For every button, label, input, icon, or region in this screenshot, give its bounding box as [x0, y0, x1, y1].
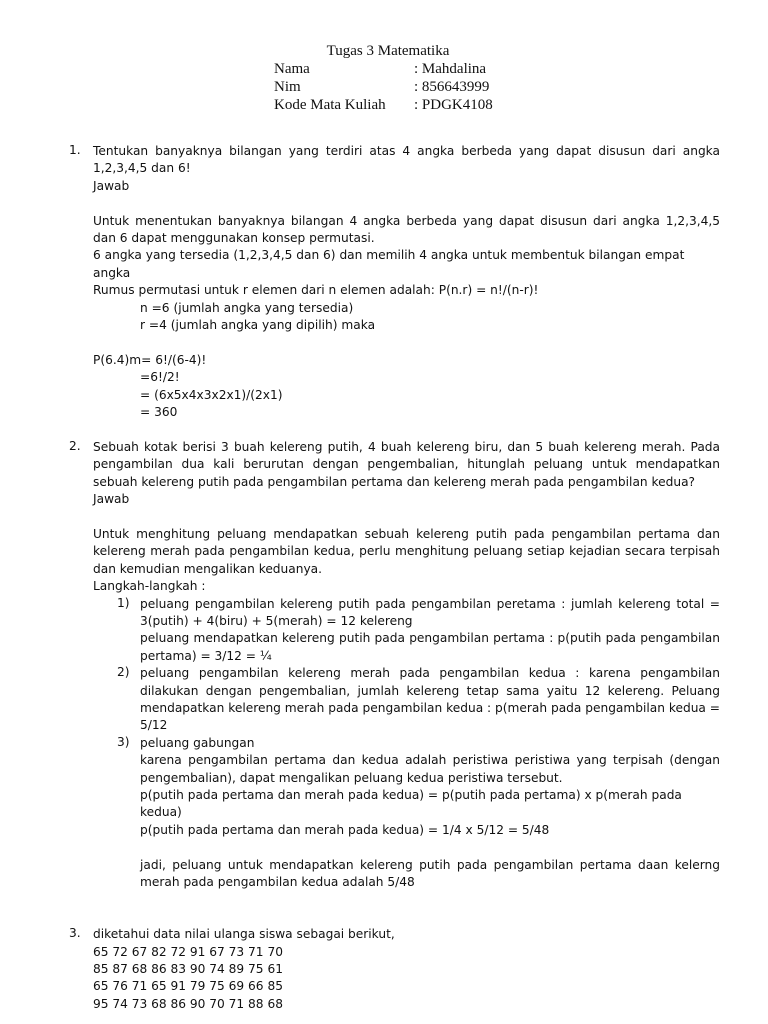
- header-value: : PDGK4108: [414, 97, 493, 113]
- answer-label: Jawab: [93, 492, 130, 507]
- header-label: Nim: [274, 79, 301, 95]
- header-value: : Mahdalina: [414, 61, 487, 77]
- step-formula: p(putih pada pertama dan merah pada kedua) = p(putih pada pertama) x p(merah pada kedua): [140, 787, 682, 820]
- step-text: peluang mendapatkan kelereng putih pada pengambilan pertama : p(putih pada pengambilan pertama) = 3/12 = ¼: [140, 631, 720, 663]
- question-text: Sebuah kotak berisi 3 buah kelereng putih, 4 buah kelereng biru, dan 5 buah kelereng merah. Pada pengambilan dua kali berurutan dengan pengembalian, hitunglah peluang untuk mendapatkan sebuah kelereng putih pada pengambilan pertama dan kelereng merah pada pengambilan kedua?: [93, 439, 720, 489]
- calculation-line: P(6.4)m= 6!/(6-4)!: [93, 352, 207, 367]
- answer-paragraph: 6 angka yang tersedia (1,2,3,4,5 dan 6) dan memilih 4 angka untuk membentuk bilangan empat angka: [93, 248, 685, 280]
- document-header: [0, 42, 768, 114]
- step-text: karena pengambilan pertama dan kedua adalah peristiwa peristiwa yang terpisah (dengan pengembalian), dapat mengalikan peluang kedua peristiwa tersebut.: [140, 753, 720, 785]
- step-title: peluang gabungan: [140, 735, 255, 750]
- step-3: [93, 735, 720, 892]
- header-value: : 856643999: [414, 79, 490, 95]
- calculation-result: = 360: [140, 405, 178, 420]
- question-2: [0, 439, 720, 892]
- calculation-line: = (6x5x4x3x2x1)/(2x1): [140, 387, 283, 402]
- header-row-kode: [0, 96, 768, 114]
- calculation-line: =6!/2!: [140, 370, 180, 385]
- question-number: 1.: [69, 143, 81, 157]
- formula-text: Rumus permutasi untuk r elemen dari n elemen adalah: P(n.r) = n!/(n-r)!: [93, 283, 539, 298]
- data-row: 85 87 68 86 83 90 74 89 75 61: [93, 961, 283, 976]
- question-3: [0, 926, 720, 1013]
- steps-label: Langkah-langkah :: [93, 579, 206, 594]
- step-text: peluang pengambilan kelereng merah pada pengambilan kedua : karena pengambilan dilakukan dengan pengembalian, jumlah kelereng tetap sama yaitu 12 kelereng. Peluang mendapatkan kelereng merah pada pengambilan kedua : p(merah pada pengambilan kedua = 5/12: [140, 666, 720, 733]
- answer-paragraph: Untuk menentukan banyaknya bilangan 4 angka berbeda yang dapat disusun dari angka 1,2,3,4,5 dan 6 dapat menggunakan konsep permutasi.: [93, 213, 720, 246]
- header-row-nim: [0, 78, 768, 96]
- question-text: Tentukan banyaknya bilangan yang terdiri atas 4 angka berbeda yang dapat disusun dari angka 1,2,3,4,5 dan 6!: [93, 144, 720, 176]
- data-row: 95 74 73 68 86 90 70 71 88 68: [93, 996, 283, 1011]
- question-number: 2.: [69, 438, 81, 453]
- answer-paragraph: Untuk menghitung peluang mendapatkan sebuah kelereng putih pada pengambilan pertama dan kelereng merah pada pengambilan kedua, perlu menghitung peluang setiap kejadian secara terpisah dan kemudian mengalikan keduanya.: [93, 526, 720, 576]
- step-number: 2): [117, 665, 130, 680]
- variable-r: r =4 (jumlah angka yang dipilih) maka: [140, 318, 376, 333]
- answer-label: Jawab: [93, 178, 130, 193]
- document-title: Tugas 3 Matematika: [326, 43, 450, 59]
- header-label: Kode Mata Kuliah: [274, 97, 386, 113]
- header-label: Nama: [274, 61, 310, 77]
- header-row-nama: [0, 60, 768, 78]
- question-number: 3.: [69, 926, 81, 941]
- question-text: diketahui data nilai ulanga siswa sebagai berikut,: [93, 927, 395, 942]
- step-formula: p(putih pada pertama dan merah pada kedua) = 1/4 x 5/12 = 5/48: [140, 822, 550, 837]
- conclusion-text: jadi, peluang untuk mendapatkan kelereng putih pada pengambilan pertama daan kelerng merah pada pengambilan kedua adalah 5/48: [140, 857, 720, 889]
- data-row: 65 72 67 82 72 91 67 73 71 70: [93, 944, 283, 959]
- document-body: [0, 143, 768, 1013]
- question-1: [0, 143, 720, 421]
- data-row: 65 76 71 65 91 79 75 69 66 85: [93, 979, 283, 994]
- step-1: [93, 596, 720, 666]
- variable-n: n =6 (jumlah angka yang tersedia): [140, 300, 354, 315]
- step-number: 3): [117, 734, 130, 749]
- step-number: 1): [117, 595, 130, 610]
- step-text: peluang pengambilan kelereng putih pada pengambilan peretama : jumlah kelereng total = 3(putih) + 4(biru) + 5(merah) = 12 kelereng: [140, 596, 720, 628]
- step-2: [93, 665, 720, 735]
